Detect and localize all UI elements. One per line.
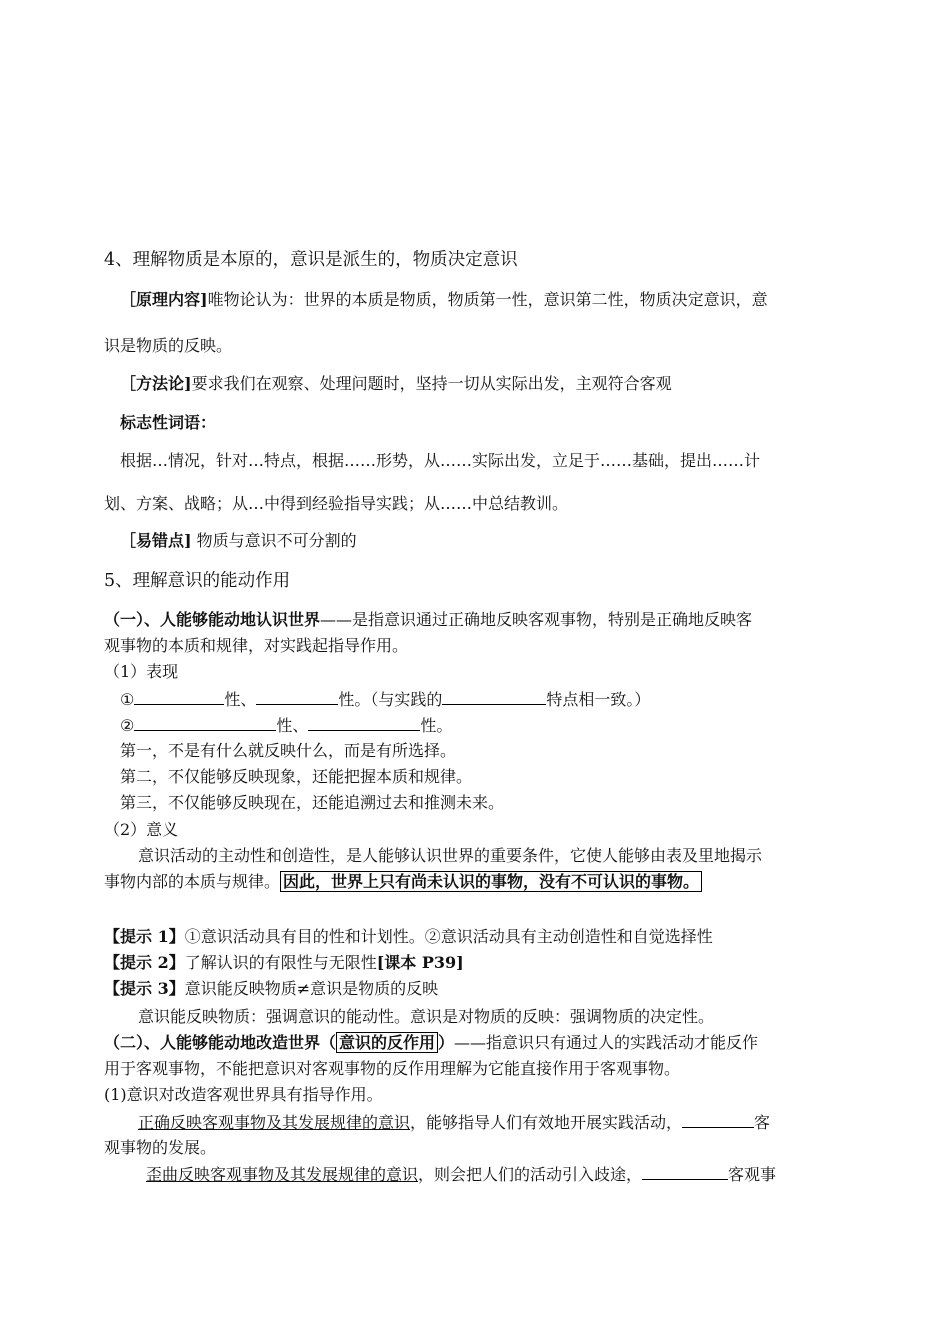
sub-heading-3: (1)意识对改造客观世界具有指导作用。 — [104, 1085, 383, 1104]
part1-line-2: 观事物的本质和规律，对实践起指导作用。 — [104, 636, 409, 655]
blank-6[interactable] — [682, 1111, 754, 1128]
wrong-underlined: 歪曲反映客观事物及其发展规律的意识 — [146, 1165, 419, 1184]
tip1-tag: 【提示 1】 — [104, 927, 185, 946]
part2-heading: （二）、人能够能动地改造世界（ — [104, 1033, 337, 1052]
part1-heading: （一）、人能够能动地认识世界 — [104, 610, 321, 629]
tip3-tag: 【提示 3】 — [104, 979, 185, 998]
sub-heading-2: （2）意义 — [104, 820, 179, 839]
wrong-line-1 — [146, 1163, 776, 1186]
keywords-tag: 标志性词语： — [120, 413, 217, 432]
tip2-tag: 【提示 2】 — [104, 953, 185, 972]
keywords-line-2: 划、方案、战略；从…中得到经验指导实践；从……中总结教训。 — [104, 494, 569, 513]
item1-text-b: 性、 — [224, 690, 257, 709]
meaning-text: 事物内部的本质与规律。 — [104, 872, 281, 891]
item1-text-c: 性。（与实践的 — [338, 690, 443, 709]
part2-close: ） — [438, 1033, 455, 1052]
method-tag: ［方法论] — [120, 374, 192, 393]
correct-underlined: 正确反映客观事物及其发展规律的意识 — [138, 1113, 411, 1132]
tip-2 — [104, 952, 464, 974]
meaning-line-2 — [104, 871, 702, 893]
method-line — [120, 373, 672, 395]
item2-text-c: 性。 — [420, 716, 453, 735]
part2-rest: ——指意识只有通过人的实践活动才能反作 — [454, 1033, 759, 1052]
item2-marker: ② — [120, 716, 135, 735]
meaning-line-1: 意识活动的主动性和创造性，是人能够认识世界的重要条件，它使人能够由表及里地揭示 — [138, 846, 763, 865]
blank-item-1 — [120, 688, 650, 711]
tip2-text: 了解认识的有限性与无限性 — [184, 953, 377, 972]
blank-5[interactable] — [308, 714, 420, 731]
part1-rest: ——是指意识通过正确地反映客观事物，特别是正确地反映客 — [320, 610, 753, 629]
item2-text-b: 性、 — [276, 716, 309, 735]
correct-line-1 — [138, 1111, 770, 1134]
blank-4[interactable] — [134, 714, 276, 731]
blank-7[interactable] — [642, 1163, 728, 1180]
correct-rest: ，能够指导人们有效地开展实践活动， — [410, 1113, 683, 1132]
tip-1 — [104, 926, 713, 948]
correct-end: 客 — [754, 1113, 771, 1132]
meaning-boxed-conclusion: 因此，世界上只有尚未认识的事物，没有不可认识的事物。 — [280, 871, 702, 892]
principle-tag: ［原理内容] — [120, 290, 208, 309]
blank-2[interactable] — [256, 688, 338, 705]
principle-line-2: 识是物质的反映。 — [104, 336, 233, 355]
keywords-line-1: 根据…情况，针对…特点，根据……形势，从……实际出发，立足于……基础，提出……计 — [120, 451, 761, 470]
item1-text-d: 特点相一致。） — [546, 690, 651, 709]
sub-heading-1: （1）表现 — [104, 662, 179, 681]
blank-item-2 — [120, 714, 452, 737]
error-line — [120, 530, 357, 552]
tip-3 — [104, 978, 438, 1000]
wrong-rest: ，则会把人们的活动引入歧途， — [418, 1165, 643, 1184]
tip-3-detail: 意识能反映物质：强调意识的能动性。意识是对物质的反映：强调物质的决定性。 — [138, 1007, 715, 1026]
correct-line-2: 观事物的发展。 — [104, 1138, 217, 1157]
part2-line-1 — [104, 1032, 758, 1054]
part2-boxed-term: 意识的反作用 — [336, 1032, 438, 1053]
principle-line-1 — [120, 289, 768, 311]
point-second: 第二，不仅能够反映现象，还能把握本质和规律。 — [120, 767, 473, 786]
error-text: 物质与意识不可分割的 — [191, 531, 357, 550]
tip2-ref: [课本 P39] — [376, 953, 464, 972]
method-text: 要求我们在观察、处理问题时，坚持一切从实际出发，主观符合客观 — [191, 374, 672, 393]
part1-line-1 — [104, 609, 752, 631]
section-5-title: 5、理解意识的能动作用 — [104, 571, 291, 591]
point-third: 第三，不仅能够反映现在，还能追溯过去和推测未来。 — [120, 793, 505, 812]
blank-1[interactable] — [134, 688, 224, 705]
item1-marker: ① — [120, 690, 135, 709]
tip3-text: 意识能反映物质≠意识是物质的反映 — [184, 979, 439, 998]
wrong-end: 客观事 — [728, 1165, 777, 1184]
point-first: 第一，不是有什么就反映什么，而是有所选择。 — [120, 741, 457, 760]
principle-text-1: 唯物论认为：世界的本质是物质，物质第一性，意识第二性，物质决定意识，意 — [207, 290, 768, 309]
part2-line-2: 用于客观事物，不能把意识对客观事物的反作用理解为它能直接作用于客观事物。 — [104, 1059, 681, 1078]
blank-3[interactable] — [442, 688, 546, 705]
tip1-text: ①意识活动具有目的性和计划性。②意识活动具有主动创造性和自觉选择性 — [184, 927, 713, 946]
error-tag: ［易错点] — [120, 531, 192, 550]
section-4-title: 4、理解物质是本原的，意识是派生的，物质决定意识 — [104, 250, 518, 270]
